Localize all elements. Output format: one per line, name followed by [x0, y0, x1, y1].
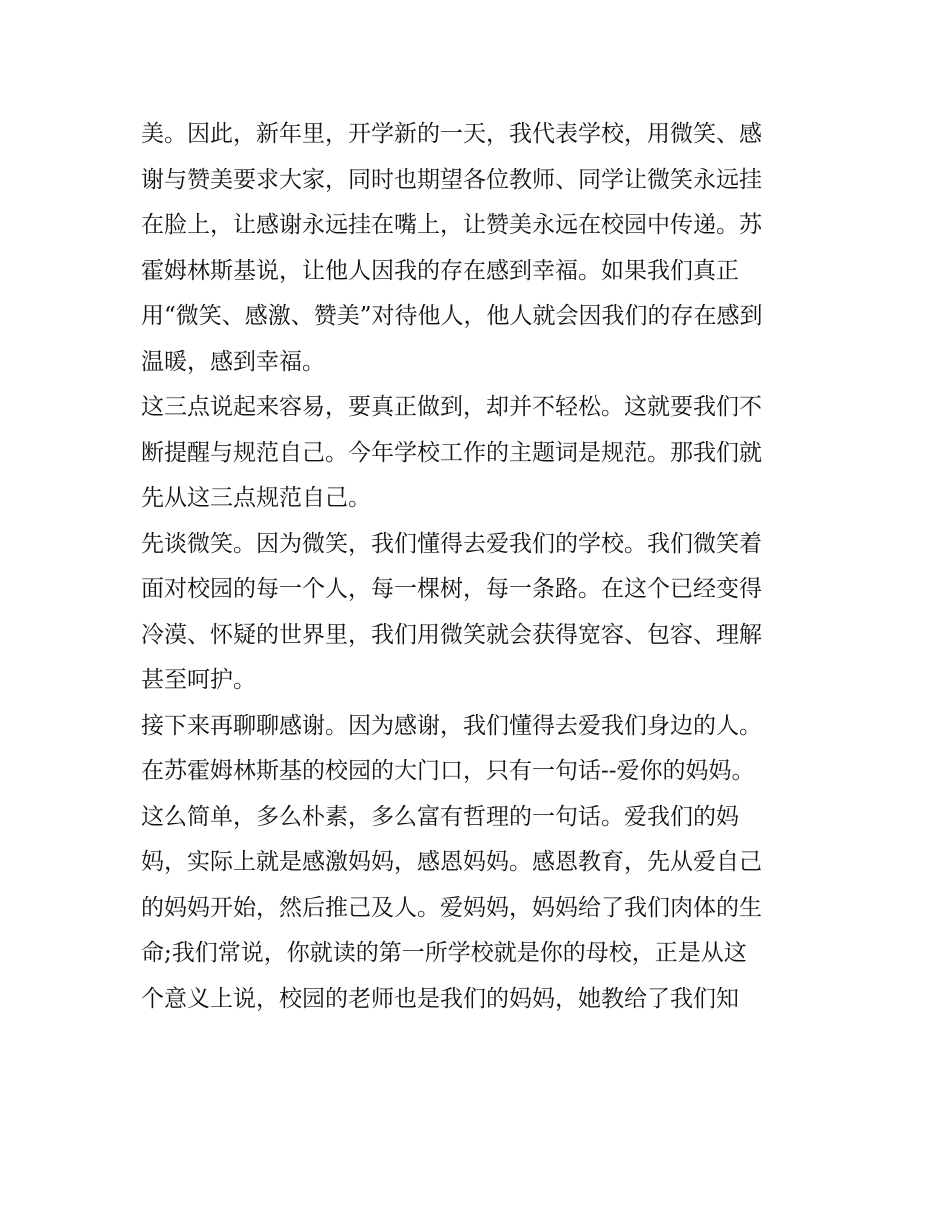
text-line: 在苏霍姆林斯基的校园的大门口，只有一句话--爱你的妈妈。 [141, 758, 755, 784]
text-line: 这三点说起来容易，要真正做到，却并不轻松。这就要我们不 [141, 394, 762, 420]
text-line: 用“微笑、感激、赞美”对待他人，他人就会因我们的存在感到 [141, 303, 763, 329]
text-line: 美。因此，新年里，开学新的一天，我代表学校，用微笑、感 [141, 121, 762, 147]
text-line: 先从这三点规范自己。 [141, 485, 371, 511]
text-line: 的妈妈开始，然后推己及人。爱妈妈，妈妈给了我们肉体的生 [141, 894, 762, 921]
text-line: 面对校园的每一个人，每一棵树，每一条路。在这个已经变得 [141, 576, 762, 602]
text-line: 这么简单，多么朴素，多么富有哲理的一句话。爱我们的妈 [141, 803, 739, 830]
text-line: 断提醒与规范自己。今年学校工作的主题词是规范。那我们就 [141, 439, 762, 466]
text-line: 命;我们常说，你就读的第一所学校就是你的母校，正是从这 [141, 940, 747, 966]
text-line: 霍姆林斯基说，让他人因我的存在感到幸福。如果我们真正 [141, 257, 739, 284]
text-line: 先谈微笑。因为微笑，我们懂得去爱我们的学校。我们微笑着 [141, 530, 762, 557]
text-line: 温暖，感到幸福。 [141, 348, 325, 375]
text-line: 个意义上说，校园的老师也是我们的妈妈，她教给了我们知 [141, 985, 739, 1012]
text-line: 在脸上，让感谢永远挂在嘴上，让赞美永远在校园中传递。苏 [141, 212, 762, 238]
text-line: 接下来再聊聊感谢。因为感谢，我们懂得去爱我们身边的人。 [141, 712, 762, 739]
text-line: 谢与赞美要求大家，同时也期望各位教师、同学让微笑永远挂 [141, 166, 762, 193]
body-text [141, 112, 821, 1022]
text-line: 甚至呵护。 [141, 667, 256, 693]
text-line: 冷漠、怀疑的世界里，我们用微笑就会获得宽容、包容、理解 [141, 621, 762, 648]
text-line: 妈，实际上就是感激妈妈，感恩妈妈。感恩教育，先从爱自己 [141, 849, 762, 875]
